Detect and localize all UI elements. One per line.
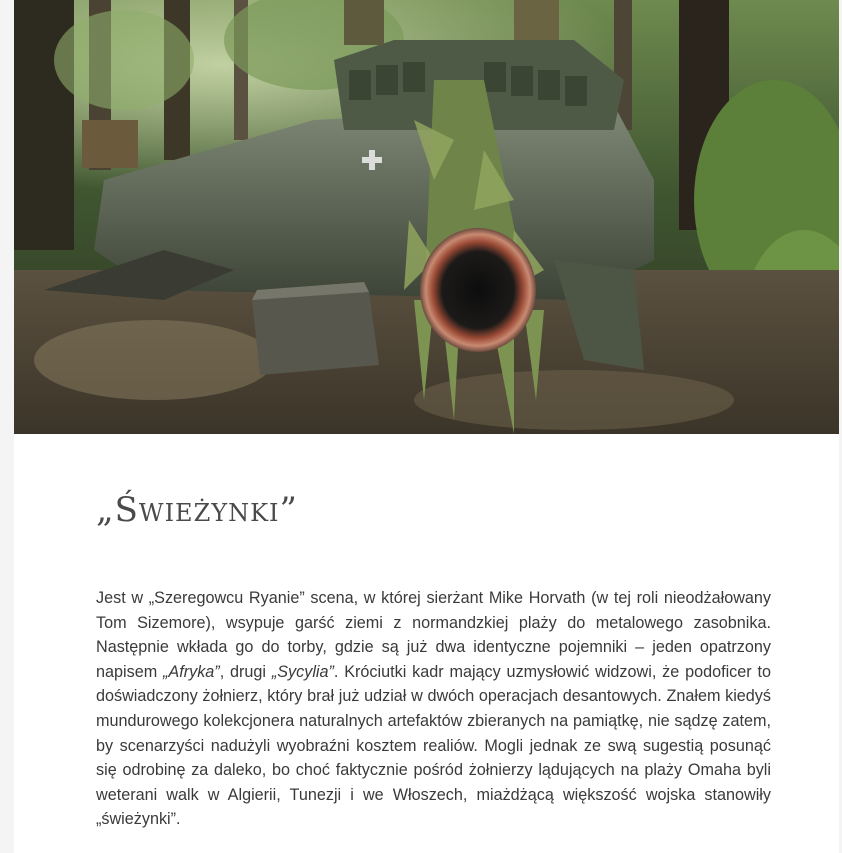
article-page bbox=[14, 0, 839, 853]
paragraph-text: . Króciutki kadr mający uzmysłowić widzowi, że podoficer to doświadczony żołnierz, który brał już udział w dwóch operacjach desantowych. Znałem kiedyś mundurowego kolekcjonera naturalnych artefaktów zbieranych na pamiątkę, nie sądzę zatem, by scenarzyści nadużyli wyobraźni kosztem realiów. Mogli jednak ze swą sugestią posunąć się odrobinę za daleko, bo choć faktycznie pośród żołnierzy lądujących na plaży Omaha byli weterani walk w Algierii, Tunezji i we Włoszech, miażdżącą większość wojska stanowiły „świeżynki”. bbox=[96, 662, 771, 829]
article-title: „Świeżynki” bbox=[96, 490, 298, 530]
hero-image bbox=[14, 0, 839, 434]
italic-quote-afryka: „Afryka” bbox=[163, 662, 220, 681]
paragraph-text: Jest w „Szeregowcu Ryanie” scena, w której sierżant Mike Horvath (w tej roli nieodżałowany Tom Sizemore), wsypuje garść ziemi z normandzkiej plaży do metalowego zasobnika. Następnie wkłada go do torby, gdzie są już dwa identyczne pojemniki – jeden opatrzony napisem bbox=[96, 589, 771, 681]
paragraph-text: , drugi bbox=[219, 662, 272, 681]
article-paragraph bbox=[96, 586, 771, 832]
italic-quote-sycylia: „Sycylia” bbox=[271, 662, 334, 681]
